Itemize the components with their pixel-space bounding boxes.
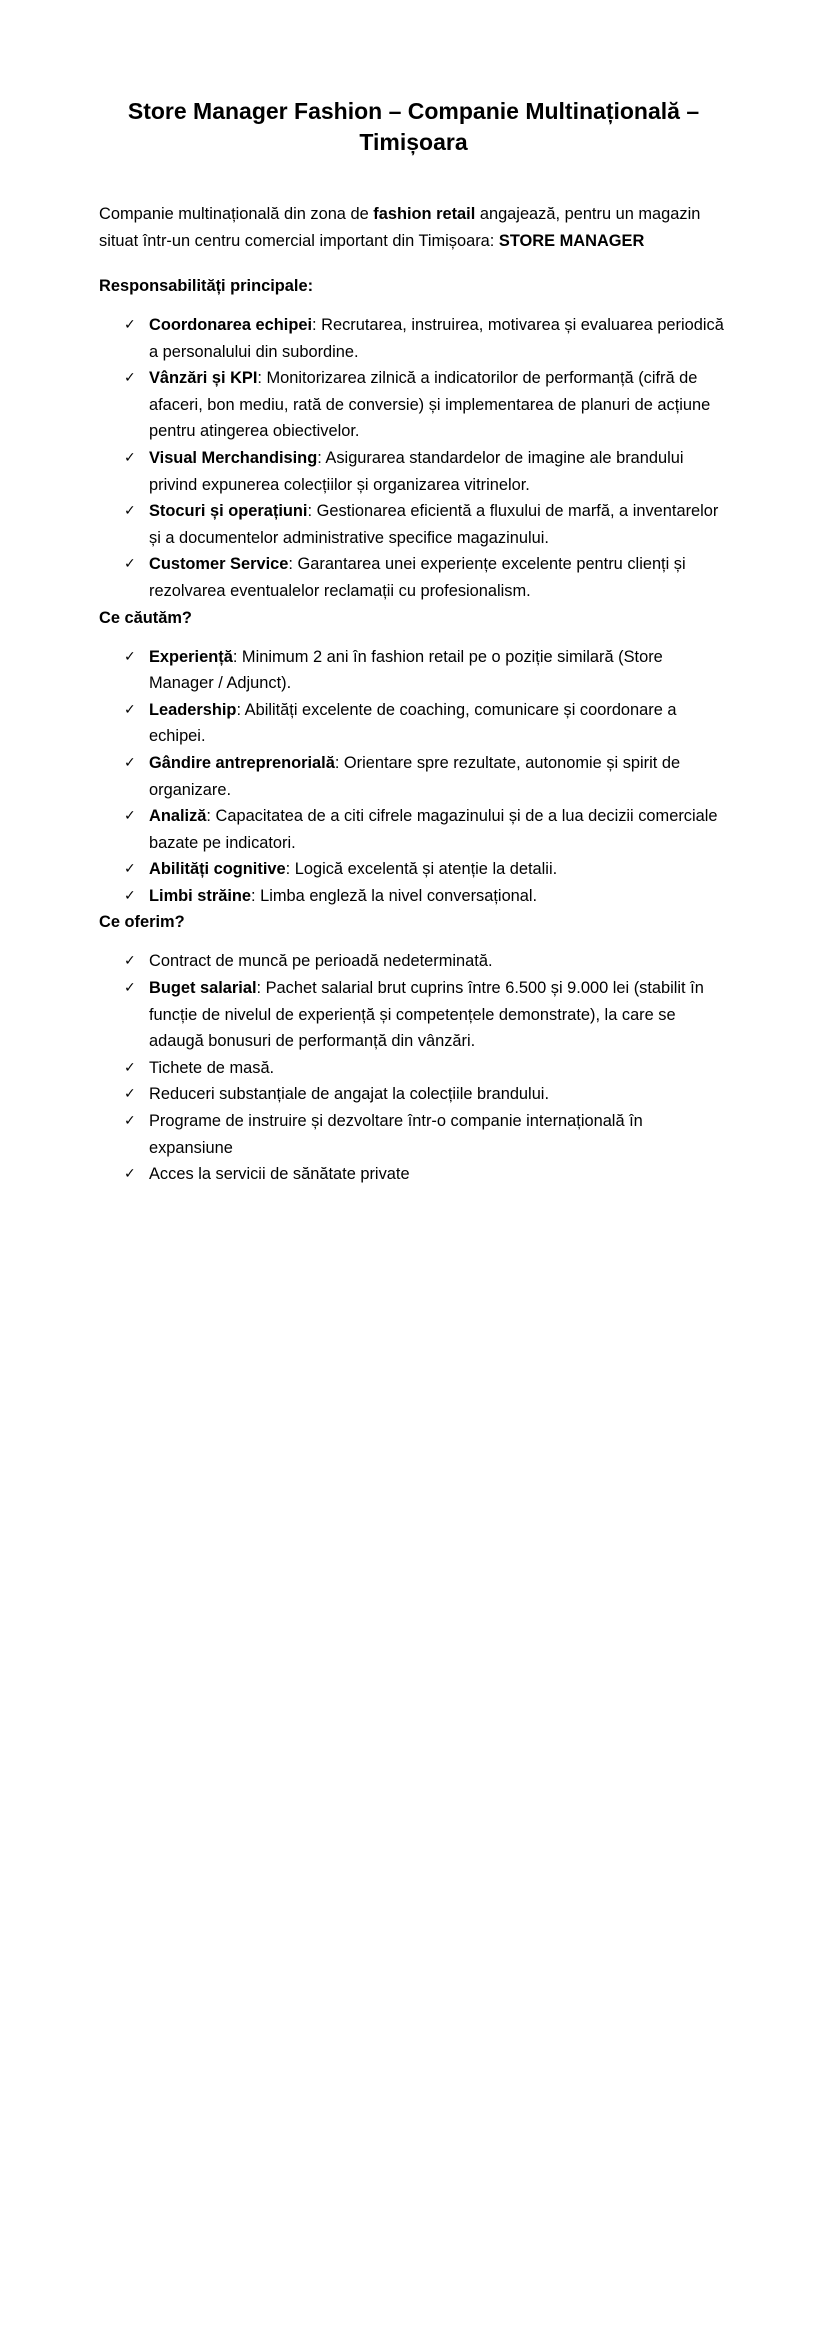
list-item-text: : Limba engleză la nivel conversațional. xyxy=(251,886,538,905)
requirements-list xyxy=(99,644,729,910)
list-item-text: Reduceri substanțiale de angajat la colecțiile brandului. xyxy=(149,1085,550,1104)
list-item-label: Limbi străine xyxy=(149,886,252,905)
list-item xyxy=(99,975,729,1055)
list-item xyxy=(99,445,729,498)
checkmark-icon: ✓ xyxy=(124,887,136,904)
job-title-highlight: STORE MANAGER xyxy=(498,232,645,250)
list-item xyxy=(99,697,729,750)
checkmark-icon: ✓ xyxy=(124,556,136,573)
list-item-text: Tichete de masă. xyxy=(149,1058,275,1077)
checkmark-icon: ✓ xyxy=(124,701,136,718)
list-item-label: Customer Service xyxy=(149,555,289,574)
list-item-text: Programe de instruire și dezvoltare într-o companie internațională în expansiune xyxy=(149,1112,643,1157)
list-item-label: Stocuri și operațiuni xyxy=(149,502,308,521)
intro-text: angajează, pentru un magazin situat într-un centru comercial important din Timișoara: xyxy=(99,205,701,250)
list-item xyxy=(99,1108,729,1161)
responsibilities-heading: Responsabilități principale: xyxy=(99,277,314,295)
list-item xyxy=(99,365,729,445)
checkmark-icon: ✓ xyxy=(124,1113,136,1130)
checkmark-icon: ✓ xyxy=(124,370,136,387)
list-item-label: Buget salarial xyxy=(149,979,257,998)
document-body xyxy=(99,201,729,1188)
list-item-text: : Recrutarea, instruirea, motivarea și evaluarea periodică a personalului din subordine. xyxy=(149,316,724,361)
list-item-text: Contract de muncă pe perioadă nedeterminată. xyxy=(149,952,493,971)
list-item xyxy=(99,856,729,883)
list-item xyxy=(99,883,729,910)
checkmark-icon: ✓ xyxy=(124,1166,136,1183)
intro-text: Companie multinațională din zona de xyxy=(99,205,374,223)
list-item-text: : Logică excelentă și atenție la detalii. xyxy=(285,860,558,879)
list-item-label: Gândire antreprenorială xyxy=(149,753,335,772)
list-item-label: Leadership xyxy=(149,700,237,719)
list-item xyxy=(99,1081,729,1108)
checkmark-icon: ✓ xyxy=(124,754,136,771)
list-item xyxy=(99,1161,729,1188)
list-item-text: : Gestionarea eficientă a fluxului de marfă, a inventarelor și a documentelor administrative specifice magazinului. xyxy=(149,502,719,547)
checkmark-icon: ✓ xyxy=(124,980,136,997)
list-item-label: Coordonarea echipei xyxy=(149,316,313,334)
checkmark-icon: ✓ xyxy=(124,953,136,970)
list-item xyxy=(99,948,729,975)
checkmark-icon: ✓ xyxy=(124,503,136,520)
list-item-text: Acces la servicii de sănătate private xyxy=(149,1165,410,1184)
list-item xyxy=(99,750,729,803)
list-item-text: : Orientare spre rezultate, autonomie și spirit de organizare. xyxy=(149,753,681,799)
list-item-text: : Abilități excelente de coaching, comunicare și coordonare a echipei. xyxy=(149,700,677,746)
responsibilities-list xyxy=(99,312,729,605)
list-item-text: : Minimum 2 ani în fashion retail pe o poziție similară (Store Manager / Adjunct). xyxy=(149,647,663,693)
list-item-text: : Capacitatea de a citi cifrele magazinului și de a lua decizii comerciale bazate pe indicatori. xyxy=(149,807,718,852)
list-item xyxy=(99,312,729,365)
intro-highlight: fashion retail xyxy=(373,205,476,223)
list-item-text: : Monitorizarea zilnică a indicatorilor de performanță (cifră de afaceri, bon mediu, rată de conversie) și implementarea de planuri de acțiune pentru atingerea obiectivelor. xyxy=(149,369,711,441)
benefits-heading: Ce oferim? xyxy=(99,913,185,932)
list-item-label: Abilități cognitive xyxy=(149,860,286,879)
list-item xyxy=(99,644,729,697)
checkmark-icon: ✓ xyxy=(124,648,136,665)
list-item xyxy=(99,1055,729,1082)
list-item xyxy=(99,803,729,856)
list-item-text: : Garantarea unei experiențe excelente pentru clienți și rezolvarea eventualelor reclamații cu profesionalism. xyxy=(149,555,686,600)
benefits-list xyxy=(99,948,729,1187)
list-item-label: Visual Merchandising xyxy=(149,448,318,467)
document-title: Store Manager Fashion – Companie Multinațională – Timișoara xyxy=(127,98,700,155)
checkmark-icon: ✓ xyxy=(124,808,136,825)
checkmark-icon: ✓ xyxy=(124,861,136,878)
list-item-text: : Asigurarea standardelor de imagine ale brandului privind expunerea colecțiilor și organizarea vitrinelor. xyxy=(149,448,684,494)
checkmark-icon: ✓ xyxy=(124,1059,136,1076)
list-item xyxy=(99,551,729,604)
checkmark-icon: ✓ xyxy=(124,317,136,333)
checkmark-icon: ✓ xyxy=(124,449,136,466)
list-item xyxy=(99,498,729,551)
intro-paragraph xyxy=(99,201,729,255)
list-item-text: : Pachet salarial brut cuprins între 6.500 și 9.000 lei (stabilit în funcție de nivelul de experiență și competențele demonstrate), la care se adaugă bonusuri de performanță din vânzări. xyxy=(149,979,704,1051)
list-item-label: Experiență xyxy=(149,647,233,666)
list-item-label: Analiză xyxy=(149,807,207,826)
list-item-label: Vânzări și KPI xyxy=(149,369,258,388)
requirements-heading: Ce căutăm? xyxy=(99,608,192,627)
checkmark-icon: ✓ xyxy=(124,1086,136,1103)
